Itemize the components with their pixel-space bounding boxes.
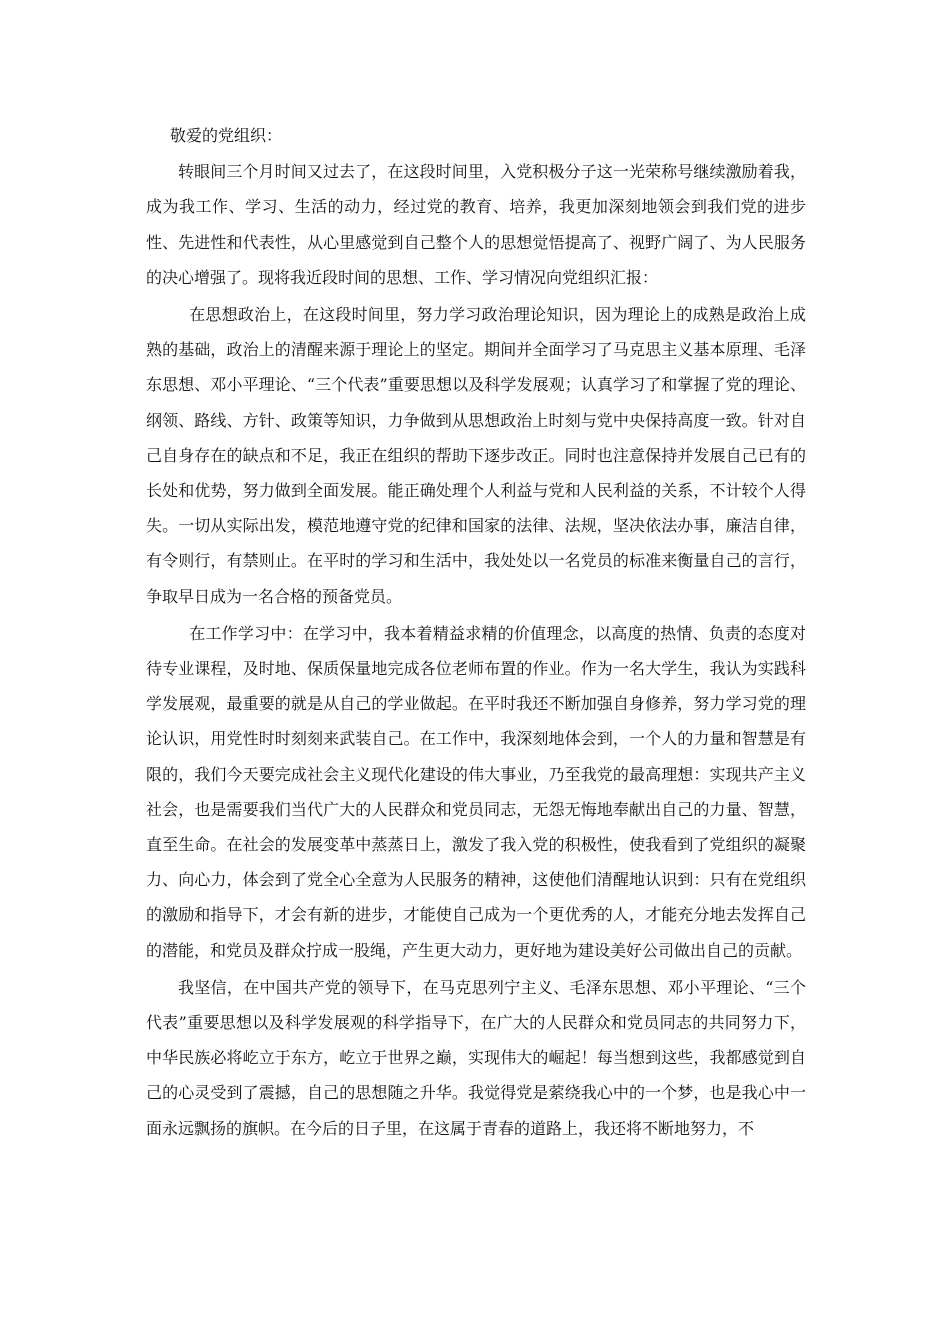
salutation: 敬爱的党组织：: [170, 126, 283, 145]
paragraph-work-study: 在工作学习中：在学习中，我本着精益求精的价值理念，以高度的热情、负责的态度对待专业课程，及时地、保质保量地完成各位老师布置的作业。作为一名大学生，我认为实践科学发展观，最重要的就是从自己的学业做起。在平时我还不断加强自身修养，努力学习党的理论认识，用党性时时刻刻来武装自己。在工作中，我深刻地体会到，一个人的力量和智慧是有限的，我们今天要完成社会主义现代化建设的伟大事业，乃至我党的最高理想：实现共产主义社会，也是需要我们当代广大的人民群众和党员同志，无怨无悔地奉献出自己的力量、智慧，直至生命。在社会的发展变革中蒸蒸日上，激发了我入党的积极性，使我看到了党组织的凝聚力、向心力，体会到了党全心全意为人民服务的精神，这使他们清醒地认识到：只有在党组织的激励和指导下，才会有新的进步，才能使自己成为一个更优秀的人，才能充分地去发挥自己的潜能，和党员及群众拧成一股绳，产生更大动力，更好地为建设美好公司做出自己的贡献。: [146, 623, 806, 960]
paragraph-belief: 我坚信，在中国共产党的领导下，在马克思列宁主义、毛泽东思想、邓小平理论、“三个代表”重要思想以及科学发展观的科学指导下，在广大的人民群众和党员同志的共同努力下，中华民族必将屹立于东方，屹立于世界之巅，实现伟大的崛起！每当想到这些，我都感觉到自己的心灵受到了震撼，自己的思想随之升华。我觉得党是萦绕我心中的一个梦，也是我心中一面永远飘扬的旗帜。在今后的日子里，在这属于青春的道路上，我还将不断地努力，不: [146, 977, 806, 1138]
paragraph-intro: 转眼间三个月时间又过去了，在这段时间里，入党积极分子这一光荣称号继续激励着我，成为我工作、学习、生活的动力，经过党的教育、培养，我更加深刻地领会到我们党的进步性、先进性和代表性，从心里感觉到自己整个人的思想觉悟提高了、视野广阔了、为人民服务的决心增强了。现将我近段时间的思想、工作、学习情况向党组织汇报：: [146, 162, 806, 287]
paragraph-political-thought: 在思想政治上，在这段时间里，努力学习政治理论知识，因为理论上的成熟是政治上成熟的基础，政治上的清醒来源于理论上的坚定。期间并全面学习了马克思主义基本原理、毛泽东思想、邓小平理论、“三个代表”重要思想以及科学发展观；认真学习了和掌握了党的理论、纲领、路线、方针、政策等知识，力争做到从思想政治上时刻与党中央保持高度一致。针对自己自身存在的缺点和不足，我正在组织的帮助下逐步改正。同时也注意保持并发展自己已有的长处和优势，努力做到全面发展。能正确处理个人利益与党和人民利益的关系，不计较个人得失。一切从实际出发，模范地遵守党的纪律和国家的法律、法规，坚决依法办事，廉洁自律，有令则行，有禁则止。在平时的学习和生活中，我处处以一名党员的标准来衡量自己的言行，争取早日成为一名合格的预备党员。: [146, 305, 806, 606]
letter-body: [146, 118, 806, 1146]
